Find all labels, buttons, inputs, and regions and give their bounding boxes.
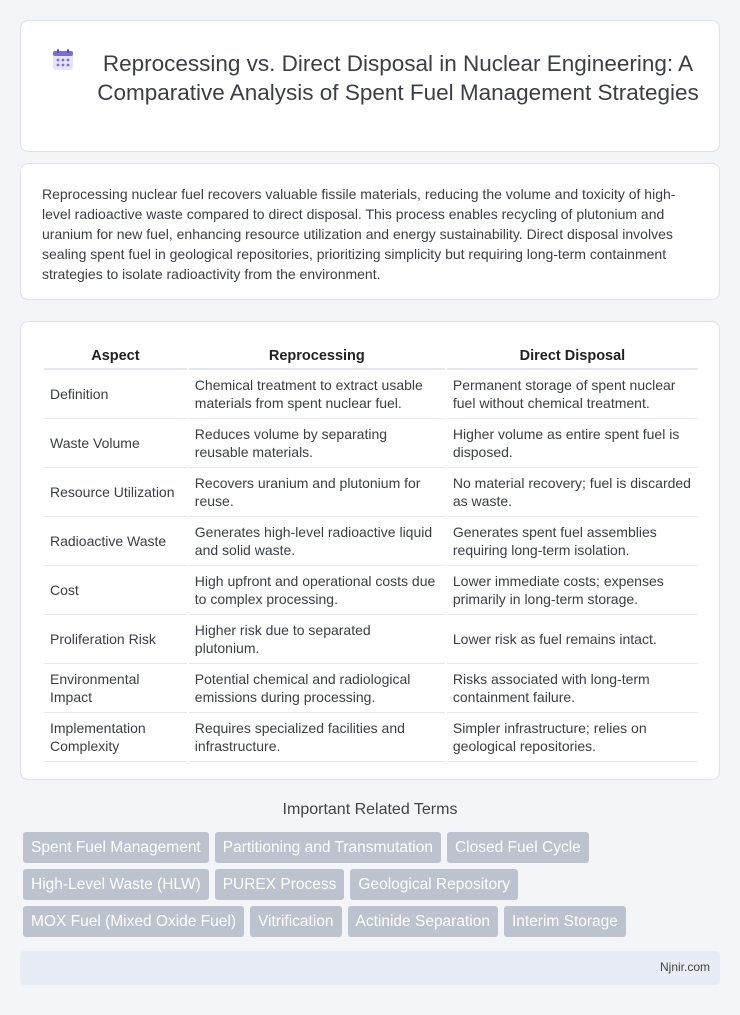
- title-card: [20, 20, 720, 152]
- table-row: [44, 419, 698, 468]
- aspect-cell: Environmental Impact: [44, 664, 187, 713]
- direct-disposal-cell: Risks associated with long-term containment failure.: [447, 664, 698, 713]
- direct-disposal-cell: Generates spent fuel assemblies requiring long-term isolation.: [447, 517, 698, 566]
- direct-disposal-cell: Higher volume as entire spent fuel is disposed.: [447, 419, 698, 468]
- table-row: [44, 713, 698, 762]
- reprocessing-cell: Requires specialized facilities and infrastructure.: [189, 713, 445, 762]
- table-row: [44, 370, 698, 419]
- table-row: [44, 517, 698, 566]
- related-term-tag[interactable]: High-Level Waste (HLW): [23, 869, 209, 900]
- comparison-table-card: [20, 321, 720, 780]
- reprocessing-cell: Potential chemical and radiological emissions during processing.: [189, 664, 445, 713]
- table-row: [44, 664, 698, 713]
- calendar-icon: [51, 48, 75, 72]
- aspect-cell: Proliferation Risk: [44, 615, 187, 664]
- column-header-direct-disposal: Direct Disposal: [447, 342, 698, 370]
- reprocessing-cell: Reduces volume by separating reusable materials.: [189, 419, 445, 468]
- direct-disposal-cell: Simpler infrastructure; relies on geological repositories.: [447, 713, 698, 762]
- aspect-cell: Resource Utilization: [44, 468, 187, 517]
- direct-disposal-cell: Lower risk as fuel remains intact.: [447, 615, 698, 664]
- related-term-tag[interactable]: Closed Fuel Cycle: [447, 832, 589, 863]
- table-row: [44, 566, 698, 615]
- reprocessing-cell: Chemical treatment to extract usable materials from spent nuclear fuel.: [189, 370, 445, 419]
- comparison-table: [42, 342, 700, 762]
- related-term-tag[interactable]: MOX Fuel (Mixed Oxide Fuel): [23, 906, 244, 937]
- related-term-tag[interactable]: Interim Storage: [504, 906, 626, 937]
- reprocessing-cell: Higher risk due to separated plutonium.: [189, 615, 445, 664]
- table-row: [44, 615, 698, 664]
- table-row: [44, 468, 698, 517]
- footer-site-name[interactable]: Njnir.com: [659, 960, 710, 974]
- related-term-tag[interactable]: PUREX Process: [215, 869, 345, 900]
- intro-paragraph: Reprocessing nuclear fuel recovers valuable fissile materials, reducing the volume and toxicity of high-level radioactive waste compared to direct disposal. This process enables recycling of plutonium and uranium for new fuel, enhancing resource utilization and energy sustainability. Direct disposal involves sealing spent fuel in geological repositories, prioritizing simplicity but requiring long-term containment strategies to isolate radioactivity from the environment.: [42, 186, 676, 282]
- direct-disposal-cell: Lower immediate costs; expenses primarily in long-term storage.: [447, 566, 698, 615]
- footer: [20, 951, 720, 985]
- intro-card: [20, 163, 720, 300]
- reprocessing-cell: High upfront and operational costs due to complex processing.: [189, 566, 445, 615]
- aspect-cell: Implementation Complexity: [44, 713, 187, 762]
- column-header-aspect: Aspect: [44, 342, 187, 370]
- related-term-tag[interactable]: Spent Fuel Management: [23, 832, 209, 863]
- page-title: Reprocessing vs. Direct Disposal in Nuclear Engineering: A Comparative Analysis of Spent Fuel Management Strategies: [97, 51, 699, 105]
- direct-disposal-cell: Permanent storage of spent nuclear fuel without chemical treatment.: [447, 370, 698, 419]
- related-terms-heading: Important Related Terms: [282, 801, 458, 818]
- table-header-row: [44, 342, 698, 370]
- reprocessing-cell: Generates high-level radioactive liquid and solid waste.: [189, 517, 445, 566]
- column-header-reprocessing: Reprocessing: [189, 342, 445, 370]
- related-term-tag[interactable]: Partitioning and Transmutation: [215, 832, 441, 863]
- related-term-tag[interactable]: Vitrification: [250, 906, 342, 937]
- aspect-cell: Waste Volume: [44, 419, 187, 468]
- aspect-cell: Definition: [44, 370, 187, 419]
- related-term-tag[interactable]: Actinide Separation: [348, 906, 498, 937]
- aspect-cell: Cost: [44, 566, 187, 615]
- related-term-tag[interactable]: Geological Repository: [350, 869, 518, 900]
- reprocessing-cell: Recovers uranium and plutonium for reuse.: [189, 468, 445, 517]
- direct-disposal-cell: No material recovery; fuel is discarded as waste.: [447, 468, 698, 517]
- related-terms-list: [23, 832, 713, 937]
- aspect-cell: Radioactive Waste: [44, 517, 187, 566]
